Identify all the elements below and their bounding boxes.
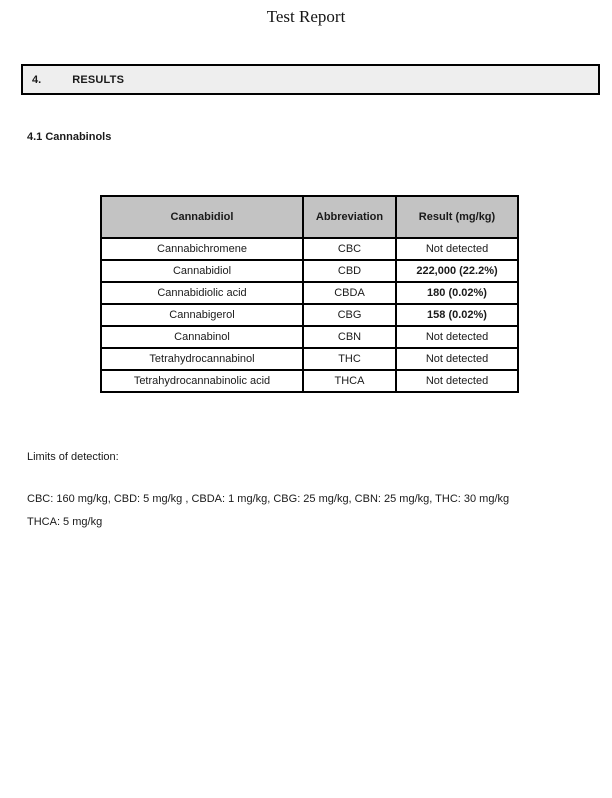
table-row xyxy=(101,238,518,260)
results-table-body xyxy=(101,238,518,392)
cell-result: Not detected xyxy=(396,238,518,260)
cell-result: Not detected xyxy=(396,370,518,392)
table-row xyxy=(101,326,518,348)
cell-result: Not detected xyxy=(396,348,518,370)
limits-line-2: THCA: 5 mg/kg xyxy=(27,516,103,528)
limits-of-detection-label: Limits of detection: xyxy=(27,451,119,463)
results-table xyxy=(100,195,519,393)
subsection-heading: 4.1 Cannabinols xyxy=(27,131,112,143)
table-row xyxy=(101,260,518,282)
cell-result: 158 (0.02%) xyxy=(396,304,518,326)
section-title: RESULTS xyxy=(72,73,125,86)
table-row xyxy=(101,304,518,326)
limits-line-1: CBC: 160 mg/kg, CBD: 5 mg/kg , CBDA: 1 mg/kg, CBG: 25 mg/kg, CBN: 25 mg/kg, THC: 30 mg/kg xyxy=(27,493,510,505)
cell-compound: Cannabinol xyxy=(101,326,303,348)
cell-abbreviation: CBD xyxy=(303,260,396,282)
table-header-row xyxy=(101,196,518,238)
cell-abbreviation: CBG xyxy=(303,304,396,326)
cell-abbreviation: THCA xyxy=(303,370,396,392)
header-cell-compound: Cannabidiol xyxy=(101,196,303,238)
cell-compound: Tetrahydrocannabinolic acid xyxy=(101,370,303,392)
cell-abbreviation: CBC xyxy=(303,238,396,260)
cell-result: 222,000 (22.2%) xyxy=(396,260,518,282)
table-row xyxy=(101,282,518,304)
cell-compound: Cannabigerol xyxy=(101,304,303,326)
table-row xyxy=(101,348,518,370)
cell-compound: Tetrahydrocannabinol xyxy=(101,348,303,370)
document-title: Test Report xyxy=(266,7,346,26)
cell-result: 180 (0.02%) xyxy=(396,282,518,304)
table-row xyxy=(101,370,518,392)
cell-result: Not detected xyxy=(396,326,518,348)
cell-compound: Cannabidiolic acid xyxy=(101,282,303,304)
limits-of-detection-values xyxy=(27,488,592,534)
header-cell-abbreviation: Abbreviation xyxy=(303,196,396,238)
results-section-header xyxy=(21,64,600,95)
cell-compound: Cannabidiol xyxy=(101,260,303,282)
cell-abbreviation: THC xyxy=(303,348,396,370)
section-number: 4. xyxy=(32,73,42,86)
header-cell-result: Result (mg/kg) xyxy=(396,196,518,238)
cell-abbreviation: CBN xyxy=(303,326,396,348)
cell-compound: Cannabichromene xyxy=(101,238,303,260)
cell-abbreviation: CBDA xyxy=(303,282,396,304)
